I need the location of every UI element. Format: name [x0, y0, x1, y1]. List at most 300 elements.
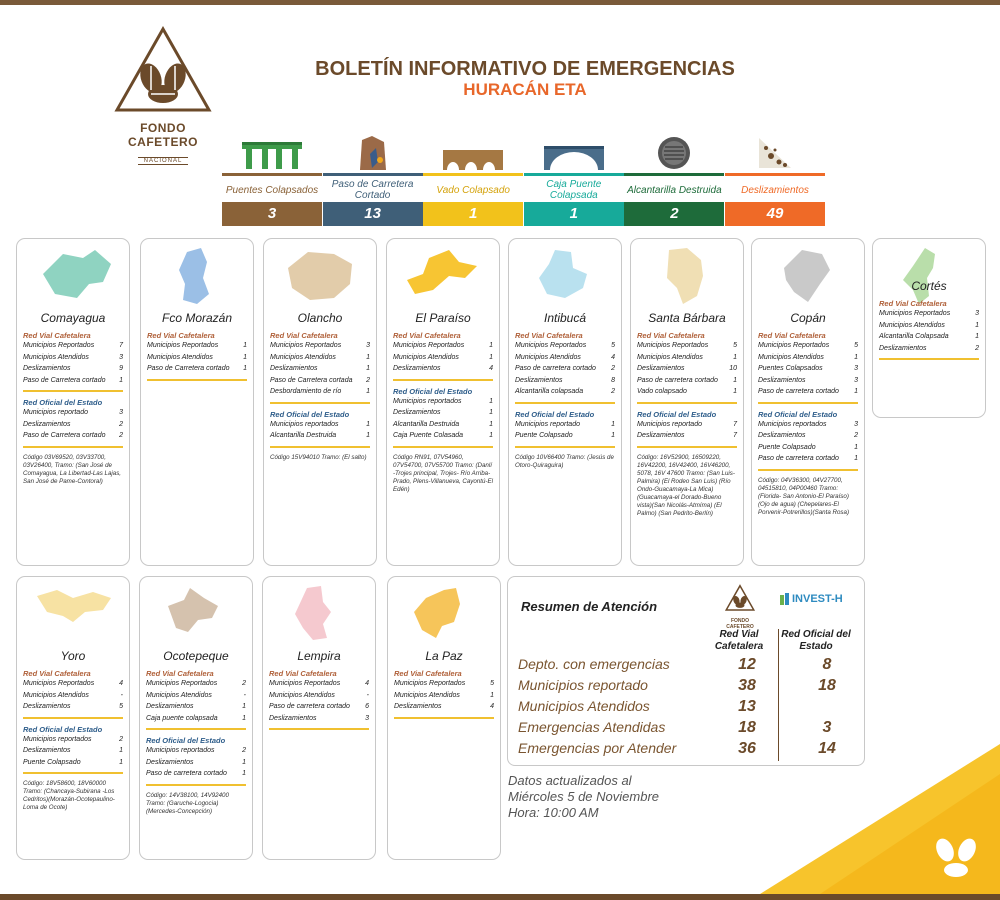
fondo-cafetero-logo	[108, 26, 218, 167]
department-card-lempira	[262, 576, 376, 860]
vial-row	[270, 375, 370, 387]
row-value: 1	[490, 691, 494, 699]
vial-row	[758, 352, 858, 364]
row-label: Alcantarilla colapsada	[515, 388, 584, 395]
department-card-cortes	[872, 238, 986, 418]
department-details	[23, 331, 123, 486]
section-divider	[515, 446, 615, 448]
row-label: Municipios Reportados	[637, 342, 709, 349]
row-value: 2	[119, 735, 123, 743]
category-count: 1	[524, 202, 624, 226]
section-divider	[23, 772, 123, 774]
row-label: Paso de carretera cortado	[515, 365, 596, 372]
section-divider	[146, 784, 246, 786]
page-title: BOLETÍN INFORMATIVO DE EMERGENCIAS	[315, 58, 735, 80]
summary-oficial-value: 18	[818, 677, 836, 694]
oficial-section-title: Red Oficial del Estado	[146, 736, 226, 745]
department-name: Copán	[790, 311, 826, 325]
section-divider	[393, 446, 493, 448]
summary-oficial-value: 8	[822, 656, 832, 673]
category-count: 3	[222, 202, 322, 226]
row-value: 7	[733, 420, 737, 428]
row-label: Alcantarilla Destruida	[393, 420, 460, 428]
page-subtitle: HURACÁN ETA	[463, 80, 587, 99]
oficial-row	[758, 430, 858, 442]
row-label: Deslizamientos	[393, 409, 441, 416]
row-label: Municipios Reportados	[147, 342, 219, 349]
summary-oficial-value: 3	[822, 719, 832, 736]
row-value: 1	[366, 388, 370, 395]
fondo-cafetero-small-logo	[720, 583, 760, 630]
row-value: 1	[366, 432, 370, 439]
row-value: 4	[119, 680, 123, 687]
update-line-1: Datos actualizados al	[508, 773, 632, 788]
row-label: Deslizamientos	[879, 344, 927, 352]
row-label: Municipios Reportados	[23, 342, 95, 349]
coffee-triangle-icon	[113, 26, 213, 114]
vial-section-title: Red Vial Cafetalera	[23, 331, 91, 340]
vial-row	[146, 713, 246, 725]
row-label: Alcantarilla Colapsada	[879, 333, 949, 340]
copan-map-icon	[752, 241, 864, 309]
row-label: Paso de carretera cortado	[269, 703, 350, 710]
category-divider	[423, 173, 523, 176]
vial-row	[23, 352, 123, 364]
coffee-triangle-icon	[725, 583, 755, 613]
summary-title: Resumen de Atención	[521, 599, 658, 614]
oficial-row	[23, 734, 123, 746]
vial-section-title: Red Vial Cafetalera	[637, 331, 705, 340]
row-value: 1	[854, 388, 858, 395]
category-count: 1	[423, 202, 523, 226]
section-divider	[23, 446, 123, 448]
vial-row	[270, 352, 370, 364]
category-label: Paso de Carretera Cortado	[331, 179, 414, 201]
row-value: 3	[975, 310, 979, 317]
department-details	[23, 669, 123, 812]
department-details	[394, 669, 494, 725]
oficial-row	[758, 453, 858, 465]
update-note	[508, 773, 659, 821]
oficial-row	[393, 396, 493, 408]
category-culvert	[624, 128, 724, 228]
oficial-row	[393, 430, 493, 442]
oficial-section-title: Red Oficial del Estado	[637, 409, 717, 419]
department-name: La Paz	[425, 649, 463, 663]
section-divider	[270, 446, 370, 448]
category-divider	[524, 173, 624, 176]
row-label: Paso de carretera cortado	[637, 376, 718, 384]
row-value: 1	[243, 353, 247, 361]
row-label: Municipios Reportados	[146, 680, 218, 687]
department-name: Yoro	[60, 649, 86, 663]
oficial-row	[146, 768, 246, 780]
vial-row	[270, 340, 370, 352]
summary-panel	[507, 576, 865, 766]
department-card-santa-barbara	[630, 238, 744, 566]
row-value: 6	[365, 703, 369, 710]
row-value: 3	[366, 342, 370, 349]
row-value: 3	[365, 714, 369, 722]
row-value: 1	[119, 747, 123, 754]
row-value: -	[243, 691, 246, 699]
landslide-icon	[725, 128, 825, 170]
vial-row	[758, 340, 858, 352]
oficial-row	[393, 419, 493, 431]
department-details	[269, 669, 369, 736]
row-value: 1	[733, 376, 737, 384]
top-border	[0, 0, 1000, 5]
vial-section-title: Red Vial Cafetalera	[515, 331, 583, 340]
row-value: 9	[119, 365, 123, 372]
oficial-row	[146, 757, 246, 769]
row-label: Deslizamientos	[394, 703, 442, 710]
row-value: 2	[975, 344, 979, 352]
row-value: 1	[243, 365, 247, 372]
vial-row	[146, 678, 246, 690]
row-label: Municipios Atendidos	[394, 691, 460, 699]
department-name: Fco Morazán	[161, 311, 233, 325]
row-value: 1	[854, 353, 858, 361]
department-name: Intibucá	[543, 311, 587, 325]
vial-row	[23, 701, 123, 713]
summary-row	[518, 719, 858, 739]
row-value: 2	[854, 432, 858, 439]
vial-row	[394, 690, 494, 702]
department-card-comayagua	[16, 238, 130, 566]
row-label: Puente Colapsado	[23, 758, 81, 766]
row-label: Deslizamientos	[758, 376, 806, 384]
row-label: Deslizamientos	[393, 365, 441, 372]
row-value: 5	[490, 680, 494, 687]
section-divider	[637, 446, 737, 448]
vial-row	[637, 386, 737, 398]
vial-row	[515, 375, 615, 387]
category-label: Alcantarilla Destruida	[627, 184, 722, 196]
row-value: 1	[242, 703, 246, 710]
row-label: Deslizamientos	[23, 365, 71, 372]
oficial-row	[637, 430, 737, 442]
department-name: Lempira	[297, 649, 341, 663]
intibuca-map-icon	[509, 241, 621, 309]
row-label: Puente Colapsado	[758, 443, 816, 451]
row-label: Municipios Reportados	[879, 310, 951, 317]
row-value: 1	[489, 397, 493, 405]
oficial-row	[637, 419, 737, 431]
row-label: Caja Puente Colasada	[393, 432, 464, 439]
row-label: Deslizamientos	[23, 747, 71, 754]
row-label: Paso de Carretera cortada	[270, 376, 353, 384]
vial-row	[146, 701, 246, 713]
vial-row	[23, 363, 123, 375]
department-card-ocotepeque	[139, 576, 253, 860]
row-label: Municipios Atendidos	[515, 353, 581, 361]
row-value: 2	[119, 420, 123, 428]
category-label: Deslizamientos	[741, 184, 809, 196]
row-label: Municipios Reportados	[23, 680, 95, 687]
vial-row	[758, 375, 858, 387]
oficial-row	[23, 757, 123, 769]
vial-row	[269, 690, 369, 702]
oficial-row	[270, 419, 370, 431]
department-details	[270, 331, 370, 462]
department-name: Olancho	[297, 311, 343, 325]
vial-section-title: Red Vial Cafetalera	[23, 669, 91, 678]
oficial-row	[270, 430, 370, 442]
department-details	[147, 331, 247, 387]
la-paz-map-icon	[388, 579, 500, 647]
row-value: 1	[975, 321, 979, 329]
row-value: 2	[119, 432, 123, 439]
vial-row	[758, 386, 858, 398]
row-value: 1	[119, 758, 123, 766]
row-label: Paso de Carretera cortado	[147, 365, 230, 372]
row-value: 3	[119, 409, 123, 416]
row-label: Municipios Reportados	[758, 342, 830, 349]
road-code-note: Código RN91, 07V54960, 07V54700, 07V55700 Tramo: (Danlí -Trojes principal, Trojes- Río Arriba- Prado, Plens-Villanueva, Cayontú-El Edén)	[393, 453, 493, 493]
row-label: Municipios Atendidos	[147, 353, 213, 361]
department-card-fco-morazan	[140, 238, 254, 566]
small-logo-name: FONDO CAFETERO	[726, 618, 754, 630]
category-landslide	[725, 128, 825, 228]
update-line-3: Hora: 10:00 AM	[508, 805, 599, 820]
row-label: Municipios Atendidos	[269, 691, 335, 699]
row-label: Municipios Reportados	[269, 680, 341, 687]
row-value: 1	[366, 420, 370, 428]
row-value: 1	[611, 420, 615, 428]
col-header-oficial: Red Oficial del Estado	[781, 629, 851, 652]
row-value: 5	[611, 342, 615, 349]
row-value: 4	[489, 365, 493, 372]
col-header-vial: Red Vial Cafetalera	[714, 629, 764, 652]
vial-row	[394, 678, 494, 690]
department-details	[146, 669, 246, 816]
vial-section-title: Red Vial Cafetalera	[270, 331, 338, 340]
department-card-yoro	[16, 576, 130, 860]
row-value: 3	[854, 376, 858, 384]
row-value: 10	[729, 365, 737, 372]
santa-barbara-map-icon	[631, 241, 743, 309]
row-label: Deslizamientos	[270, 365, 318, 372]
comayagua-map-icon	[17, 241, 129, 309]
logo-name: FONDO CAFETERO	[128, 121, 198, 149]
oficial-row	[23, 419, 123, 431]
row-label: Caja puente colapsada	[146, 714, 218, 722]
row-value: 1	[489, 432, 493, 439]
row-value: 7	[733, 432, 737, 439]
row-label: Municipios reportado	[637, 420, 702, 428]
department-card-el-paraiso	[386, 238, 500, 566]
summary-label: Emergencias Atendidas	[518, 719, 666, 735]
section-divider	[879, 358, 979, 360]
vial-section-title: Red Vial Cafetalera	[146, 669, 214, 678]
row-label: Deslizamientos	[146, 758, 194, 766]
row-value: 1	[242, 714, 246, 722]
summary-label: Municipios Atendidos	[518, 698, 650, 714]
row-label: Municipios Reportados	[393, 342, 465, 349]
summary-label: Municipios reportado	[518, 677, 648, 693]
culvert-icon	[624, 128, 724, 170]
summary-vial-value: 36	[738, 740, 756, 757]
row-value: 3	[854, 420, 858, 428]
row-value: 1	[854, 443, 858, 451]
vial-row	[393, 363, 493, 375]
row-label: Desbordamiento de río	[270, 388, 342, 395]
row-label: Vado colapsado	[637, 388, 687, 395]
vial-row	[879, 331, 979, 343]
row-value: 1	[975, 333, 979, 340]
vial-row	[23, 340, 123, 352]
row-label: Municipios Atendidos	[393, 353, 459, 361]
section-divider	[394, 717, 494, 719]
corner-decoration	[760, 744, 1000, 894]
oficial-row	[23, 745, 123, 757]
vial-row	[147, 352, 247, 364]
row-label: Paso de Carretera cortado	[23, 376, 106, 384]
row-value: 7	[119, 342, 123, 349]
department-name: Cortés	[911, 279, 947, 293]
vial-row	[637, 340, 737, 352]
vial-row	[23, 375, 123, 387]
vial-row	[270, 363, 370, 375]
vial-section-title: Red Vial Cafetalera	[147, 331, 215, 340]
oficial-row	[515, 419, 615, 431]
oficial-row	[758, 419, 858, 431]
vial-row	[269, 678, 369, 690]
row-label: Paso de carretera cortado	[146, 770, 227, 777]
vial-row	[23, 690, 123, 702]
vial-row	[269, 701, 369, 713]
category-ford	[423, 128, 523, 228]
road-code-note: Código 03V69520, 03V33700, 03V26400, Tramo: (San José de Comayagua, La Libertad-Las Lajas, San José de Pame-Contoral)	[23, 453, 122, 485]
row-value: 1	[611, 432, 615, 439]
oficial-row	[758, 442, 858, 454]
department-name: Santa Bárbara	[648, 311, 726, 325]
vial-row	[515, 340, 615, 352]
row-label: Deslizamientos	[23, 420, 71, 428]
vial-row	[879, 308, 979, 320]
row-label: Municipios Atendidos	[879, 321, 945, 329]
section-divider	[146, 728, 246, 730]
oficial-section-title: Red Oficial del Estado	[270, 409, 350, 419]
summary-label: Emergencias por Atender	[518, 740, 677, 756]
oficial-row	[23, 430, 123, 442]
vial-row	[269, 713, 369, 725]
row-label: Municipios reportados	[23, 735, 92, 743]
vial-row	[146, 690, 246, 702]
box-bridge-icon	[524, 128, 624, 170]
row-label: Deslizamientos	[269, 714, 317, 722]
row-value: 8	[611, 376, 615, 384]
row-label: Municipios Atendidos	[23, 691, 89, 699]
oficial-row	[515, 430, 615, 442]
row-label: Puente Colapsado	[515, 432, 573, 439]
row-value: 1	[489, 420, 493, 428]
section-divider	[515, 402, 615, 404]
lempira-map-icon	[263, 579, 375, 647]
road-code-note: Código 15V94010 Tramo: (El salto)	[270, 453, 367, 461]
row-value: 1	[733, 353, 737, 361]
category-label: Vado Colapsado	[436, 184, 510, 196]
row-value: 4	[490, 703, 494, 710]
vial-row	[147, 340, 247, 352]
category-label: Puentes Colapsados	[225, 184, 319, 196]
row-value: -	[120, 691, 123, 699]
bridge-icon	[222, 128, 322, 170]
oficial-section-title: Red Oficial del Estado	[758, 409, 838, 419]
row-value: 2	[611, 365, 615, 372]
row-label: Paso de Carretera cortado	[23, 432, 106, 439]
category-divider	[624, 173, 724, 176]
road-code-note: Código: 04V36300, 04V27700, 04515810, 04P00460 Tramo: (Florida- San Antonio-El Paraíso) (Ojo de agua) (Chepelares-El Porvenir-Potrerillos)(Santa Rosa)	[758, 476, 850, 516]
department-details	[515, 331, 615, 470]
oficial-row	[393, 407, 493, 419]
row-label: Paso de carretera cortado	[758, 455, 839, 462]
summary-row	[518, 656, 858, 676]
road-code-note: Código: 16V52900, 16509220, 16V42200, 16V42400, 16V46200, 5078, 16V 47600 Tramo: (San Luis-Palmira) (El Rodeo San Luis) (Río Ondo-Guacamaya-La Mica) (Guacamaya-el Dorado-Bueno vista)(San Nicolás-Atmíma) (El Palmo) (San Pedrito-Berlín)	[637, 453, 735, 517]
row-value: 1	[489, 342, 493, 349]
section-divider	[758, 402, 858, 404]
section-divider	[270, 402, 370, 404]
department-card-intibuca	[508, 238, 622, 566]
row-value: 2	[611, 388, 615, 395]
row-value: 1	[243, 342, 247, 349]
road-code-note: Código: 14V38100, 14V92400 Tramo: (Garuche-Logocia) (Mercedes-Concepción)	[146, 791, 229, 815]
road-code-note: Código 10V66400 Tramo: (Jesús de Otoro-Quiraguira)	[515, 453, 614, 469]
summary-vial-value: 13	[738, 698, 756, 715]
section-divider	[23, 717, 123, 719]
row-value: 3	[119, 353, 123, 361]
summary-label: Depto. con emergencias	[518, 656, 670, 672]
yoro-map-icon	[17, 579, 129, 647]
row-value: 1	[242, 758, 246, 766]
row-label: Municipios Atendidos	[637, 353, 703, 361]
row-value: 5	[119, 703, 123, 710]
bottom-border	[0, 894, 1000, 900]
invest-h-logo	[780, 591, 854, 611]
category-divider	[725, 173, 825, 176]
row-value: 1	[733, 388, 737, 395]
section-divider	[23, 390, 123, 392]
vial-row	[758, 363, 858, 375]
summary-vial-value: 38	[738, 677, 756, 694]
row-label: Deslizamientos	[515, 376, 563, 384]
department-name: Comayagua	[40, 311, 106, 325]
vial-row	[515, 352, 615, 364]
category-count: 2	[624, 202, 724, 226]
row-label: Deslizamientos	[23, 703, 71, 710]
row-label: Municipios reportados	[758, 420, 827, 428]
row-label: Deslizamientos	[637, 432, 685, 439]
row-label: Puentes Colapsados	[758, 365, 823, 372]
category-label: Caja Puente Colapsada	[546, 179, 602, 201]
row-label: Alcantarilla Destruida	[270, 432, 337, 439]
oficial-row	[23, 407, 123, 419]
vial-row	[147, 363, 247, 375]
vial-section-title: Red Vial Cafetalera	[394, 669, 462, 678]
row-label: Municipios Atendidos	[146, 691, 212, 699]
row-value: 5	[733, 342, 737, 349]
vial-row	[270, 386, 370, 398]
row-value: 4	[611, 353, 615, 361]
category-cut-road	[323, 128, 423, 228]
row-label: Deslizamientos	[637, 365, 685, 372]
row-value: 1	[854, 455, 858, 462]
section-divider	[637, 402, 737, 404]
row-value: 2	[366, 376, 370, 384]
row-value: 1	[119, 376, 123, 384]
ford-icon	[423, 128, 523, 170]
